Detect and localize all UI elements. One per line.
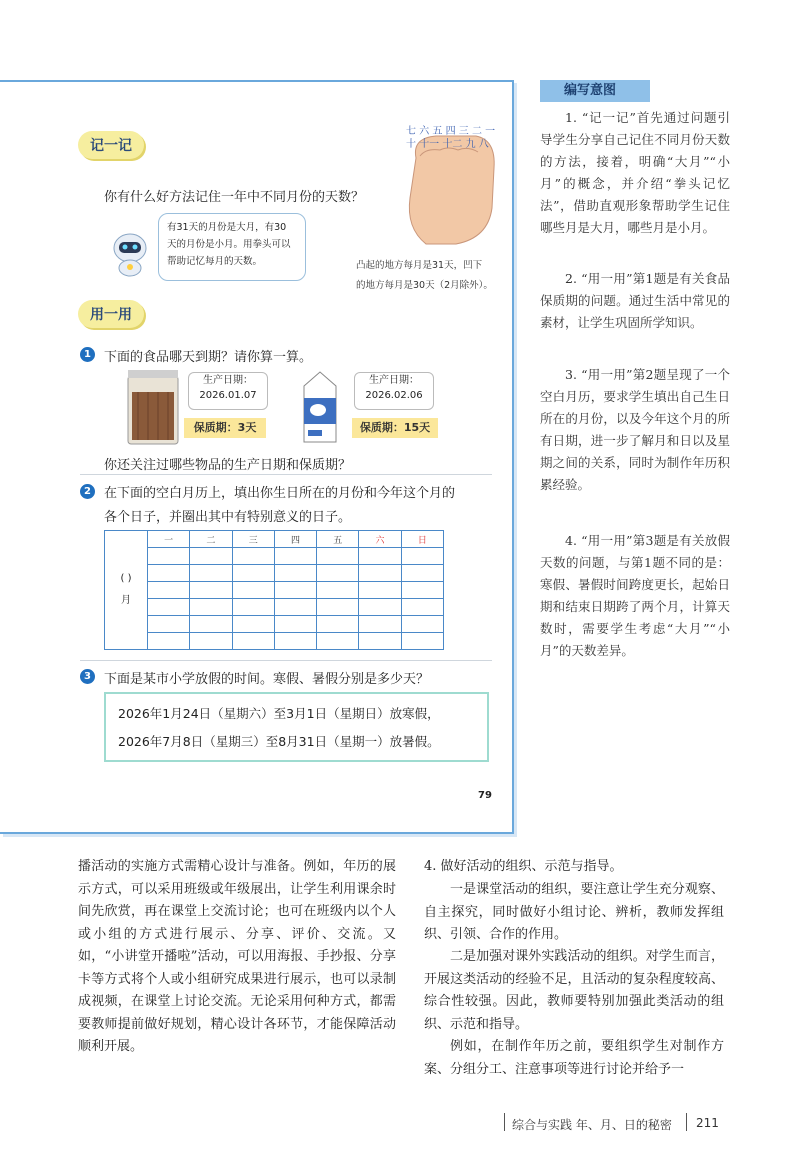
bottom-right-para-2: 二是加强对课外实践活动的组织。对学生而言，开展这类活动的经验不足，且活动的复杂程度较高、综合性较强。因此，教师要特别加强此类活动的组织、示范和指导。 bbox=[424, 949, 724, 1032]
blank-calendar bbox=[104, 530, 444, 650]
calendar-month-cell[interactable] bbox=[105, 531, 148, 650]
bread-bag-icon bbox=[124, 368, 182, 446]
fist-month: 三 bbox=[458, 126, 469, 137]
vacation-line: 2026年7月8日（星期三）至8月31日（星期一）放暑假。 bbox=[118, 734, 440, 749]
footer-title: 综合与实践 年、月、日的秘密 bbox=[512, 1118, 672, 1132]
footer-separator bbox=[686, 1113, 687, 1131]
fist-month: 六 bbox=[419, 126, 430, 137]
production-date-tag-1 bbox=[188, 372, 268, 410]
shelf-life-2: 保质期：15天 bbox=[352, 418, 438, 438]
calendar-row bbox=[105, 599, 444, 616]
bubble-line: 有31天的月份是大月，有30 bbox=[167, 222, 287, 233]
inner-page-number: 79 bbox=[478, 790, 492, 801]
weekday-header: 六 bbox=[359, 531, 401, 548]
bubble-line: 天的月份是小月。用拳头可以 bbox=[167, 239, 291, 250]
bottom-right-para-1: 一是课堂活动的组织，要注意让学生充分观察、自主探究，同时做好小组讨论、辨析，教师发挥组织、引领、合作的作用。 bbox=[424, 882, 724, 942]
fist-month: 十二 bbox=[442, 139, 463, 150]
bottom-right-heading: 4. 做好活动的组织、示范与指导。 bbox=[424, 859, 623, 874]
sidebar-para-3: 3. “用一用”第2题呈现了一个空白月历，要求学生填出自己生日所在的月份，以及今年这个月的所有日期，进一步了解月和日以及星期之间的关系，同时为制作年历积累经验。 bbox=[540, 367, 730, 492]
shelf-life-1: 保质期：3天 bbox=[184, 418, 266, 438]
weekday-header: 五 bbox=[317, 531, 359, 548]
calendar-row bbox=[105, 582, 444, 599]
fist-month-labels bbox=[406, 125, 502, 151]
fist-month: 五 bbox=[432, 126, 443, 137]
sidebar-heading: 编写意图 bbox=[540, 80, 650, 102]
q2-text-line: 在下面的空白月历上，填出你生日所在的月份和今年这个月的 bbox=[104, 486, 456, 501]
robot-icon bbox=[108, 230, 152, 278]
tag-date: 2026.02.06 bbox=[365, 390, 423, 401]
calendar-row bbox=[105, 548, 444, 565]
fist-caption bbox=[356, 256, 493, 296]
fist-month: 二 bbox=[471, 126, 482, 137]
weekday-header: 二 bbox=[190, 531, 232, 548]
fist-month: 十一 bbox=[419, 139, 440, 150]
weekday-header: 一 bbox=[148, 531, 190, 548]
fist-month: 八 bbox=[478, 139, 489, 150]
speech-bubble bbox=[158, 213, 306, 281]
q2-text bbox=[104, 482, 455, 530]
footer-page-number: 211 bbox=[696, 1116, 719, 1130]
badge-yongyiyong: 用一用 bbox=[78, 300, 144, 328]
calendar-row bbox=[105, 565, 444, 582]
fist-caption-line: 凸起的地方每月是31天，凹下 bbox=[356, 260, 483, 271]
bubble-line: 帮助记忆每月的天数。 bbox=[167, 256, 263, 267]
footer-separator bbox=[504, 1113, 505, 1131]
sidebar-para-1: 1. “记一记”首先通过问题引导学生分享自己记住不同月份天数的方法，接着，明确“大月”“小月”的概念，并介绍“拳头记忆法”，借助直观形象帮助学生记住哪些月是大月，哪些月是小月。 bbox=[540, 110, 730, 235]
weekday-header: 三 bbox=[232, 531, 274, 548]
fist-caption-line: 的地方每月是30天（2月除外）。 bbox=[356, 280, 493, 291]
question-number-1: 1 bbox=[80, 347, 95, 362]
sidebar-para-2: 2. “用一用”第1题是有关食品保质期的问题。通过生活中常见的素材，让学生巩固所学知识。 bbox=[540, 271, 730, 330]
month-label: 月 bbox=[121, 595, 131, 606]
tag-label: 生产日期： bbox=[203, 375, 253, 386]
fist-month: 四 bbox=[445, 126, 456, 137]
badge-jiyiji: 记一记 bbox=[78, 131, 144, 159]
fist-month: 十 bbox=[406, 139, 416, 150]
q3-text: 下面是某市小学放假的时间。寒假、暑假分别是多少天？ bbox=[104, 672, 430, 687]
weekday-header: 四 bbox=[274, 531, 316, 548]
milk-carton-icon bbox=[298, 368, 342, 444]
month-label: ( ) bbox=[120, 573, 132, 584]
question-number-2: 2 bbox=[80, 484, 95, 499]
calendar-row bbox=[105, 616, 444, 633]
sidebar-para-4: 4. “用一用”第3题是有关放假天数的问题，与第1题不同的是：寒假、暑假时间跨度更长，起始日期和结束日期跨了两个月，计算天数时，需要学生考虑“大月”“小月”的天数差异。 bbox=[540, 533, 730, 658]
fist-month: 一 bbox=[485, 126, 496, 137]
q2-text-line: 各个日子，并圈出其中有特别意义的日子。 bbox=[104, 510, 352, 525]
fist-month: 七 bbox=[406, 126, 416, 137]
fist-month: 九 bbox=[465, 139, 476, 150]
vacation-dates-box bbox=[104, 692, 489, 762]
weekday-header: 日 bbox=[401, 531, 443, 548]
question-number-3: 3 bbox=[80, 669, 95, 684]
tag-date: 2026.01.07 bbox=[199, 390, 257, 401]
jiyiji-question: 你有什么好方法记住一年中不同月份的天数？ bbox=[104, 190, 365, 205]
production-date-tag-2 bbox=[354, 372, 434, 410]
divider bbox=[80, 474, 492, 475]
vacation-line: 2026年1月24日（星期六）至3月1日（星期日）放寒假， bbox=[118, 706, 440, 721]
tag-label: 生产日期： bbox=[369, 375, 419, 386]
q1-followup: 你还关注过哪些物品的生产日期和保质期？ bbox=[104, 458, 352, 473]
divider bbox=[80, 660, 492, 661]
bottom-left-paragraph: 播活动的实施方式需精心设计与准备。例如，年历的展示方式，可以采用班级或年级展出，让学生利用课余时间先欣赏，再在课堂上交流讨论；也可在班级内以个人或小组的方式进行展示、分享、评价、交流。又如，“小讲堂开播啦”活动，可以用海报、手抄报、分享卡等方式将个人或小组研究成果进行展示，也可以录制成视频，在课堂上讨论交流。无论采用何种方式，都需要教师提前做好规划，精心设计各环节，才能保障活动顺利开展。 bbox=[78, 859, 396, 1054]
q1-text: 下面的食品哪天到期？请你算一算。 bbox=[104, 350, 313, 365]
bottom-right-para-3: 例如，在制作年历之前，要组织学生对制作方案、分组分工、注意事项等进行讨论并给予一 bbox=[424, 1039, 724, 1077]
calendar-row bbox=[105, 633, 444, 650]
